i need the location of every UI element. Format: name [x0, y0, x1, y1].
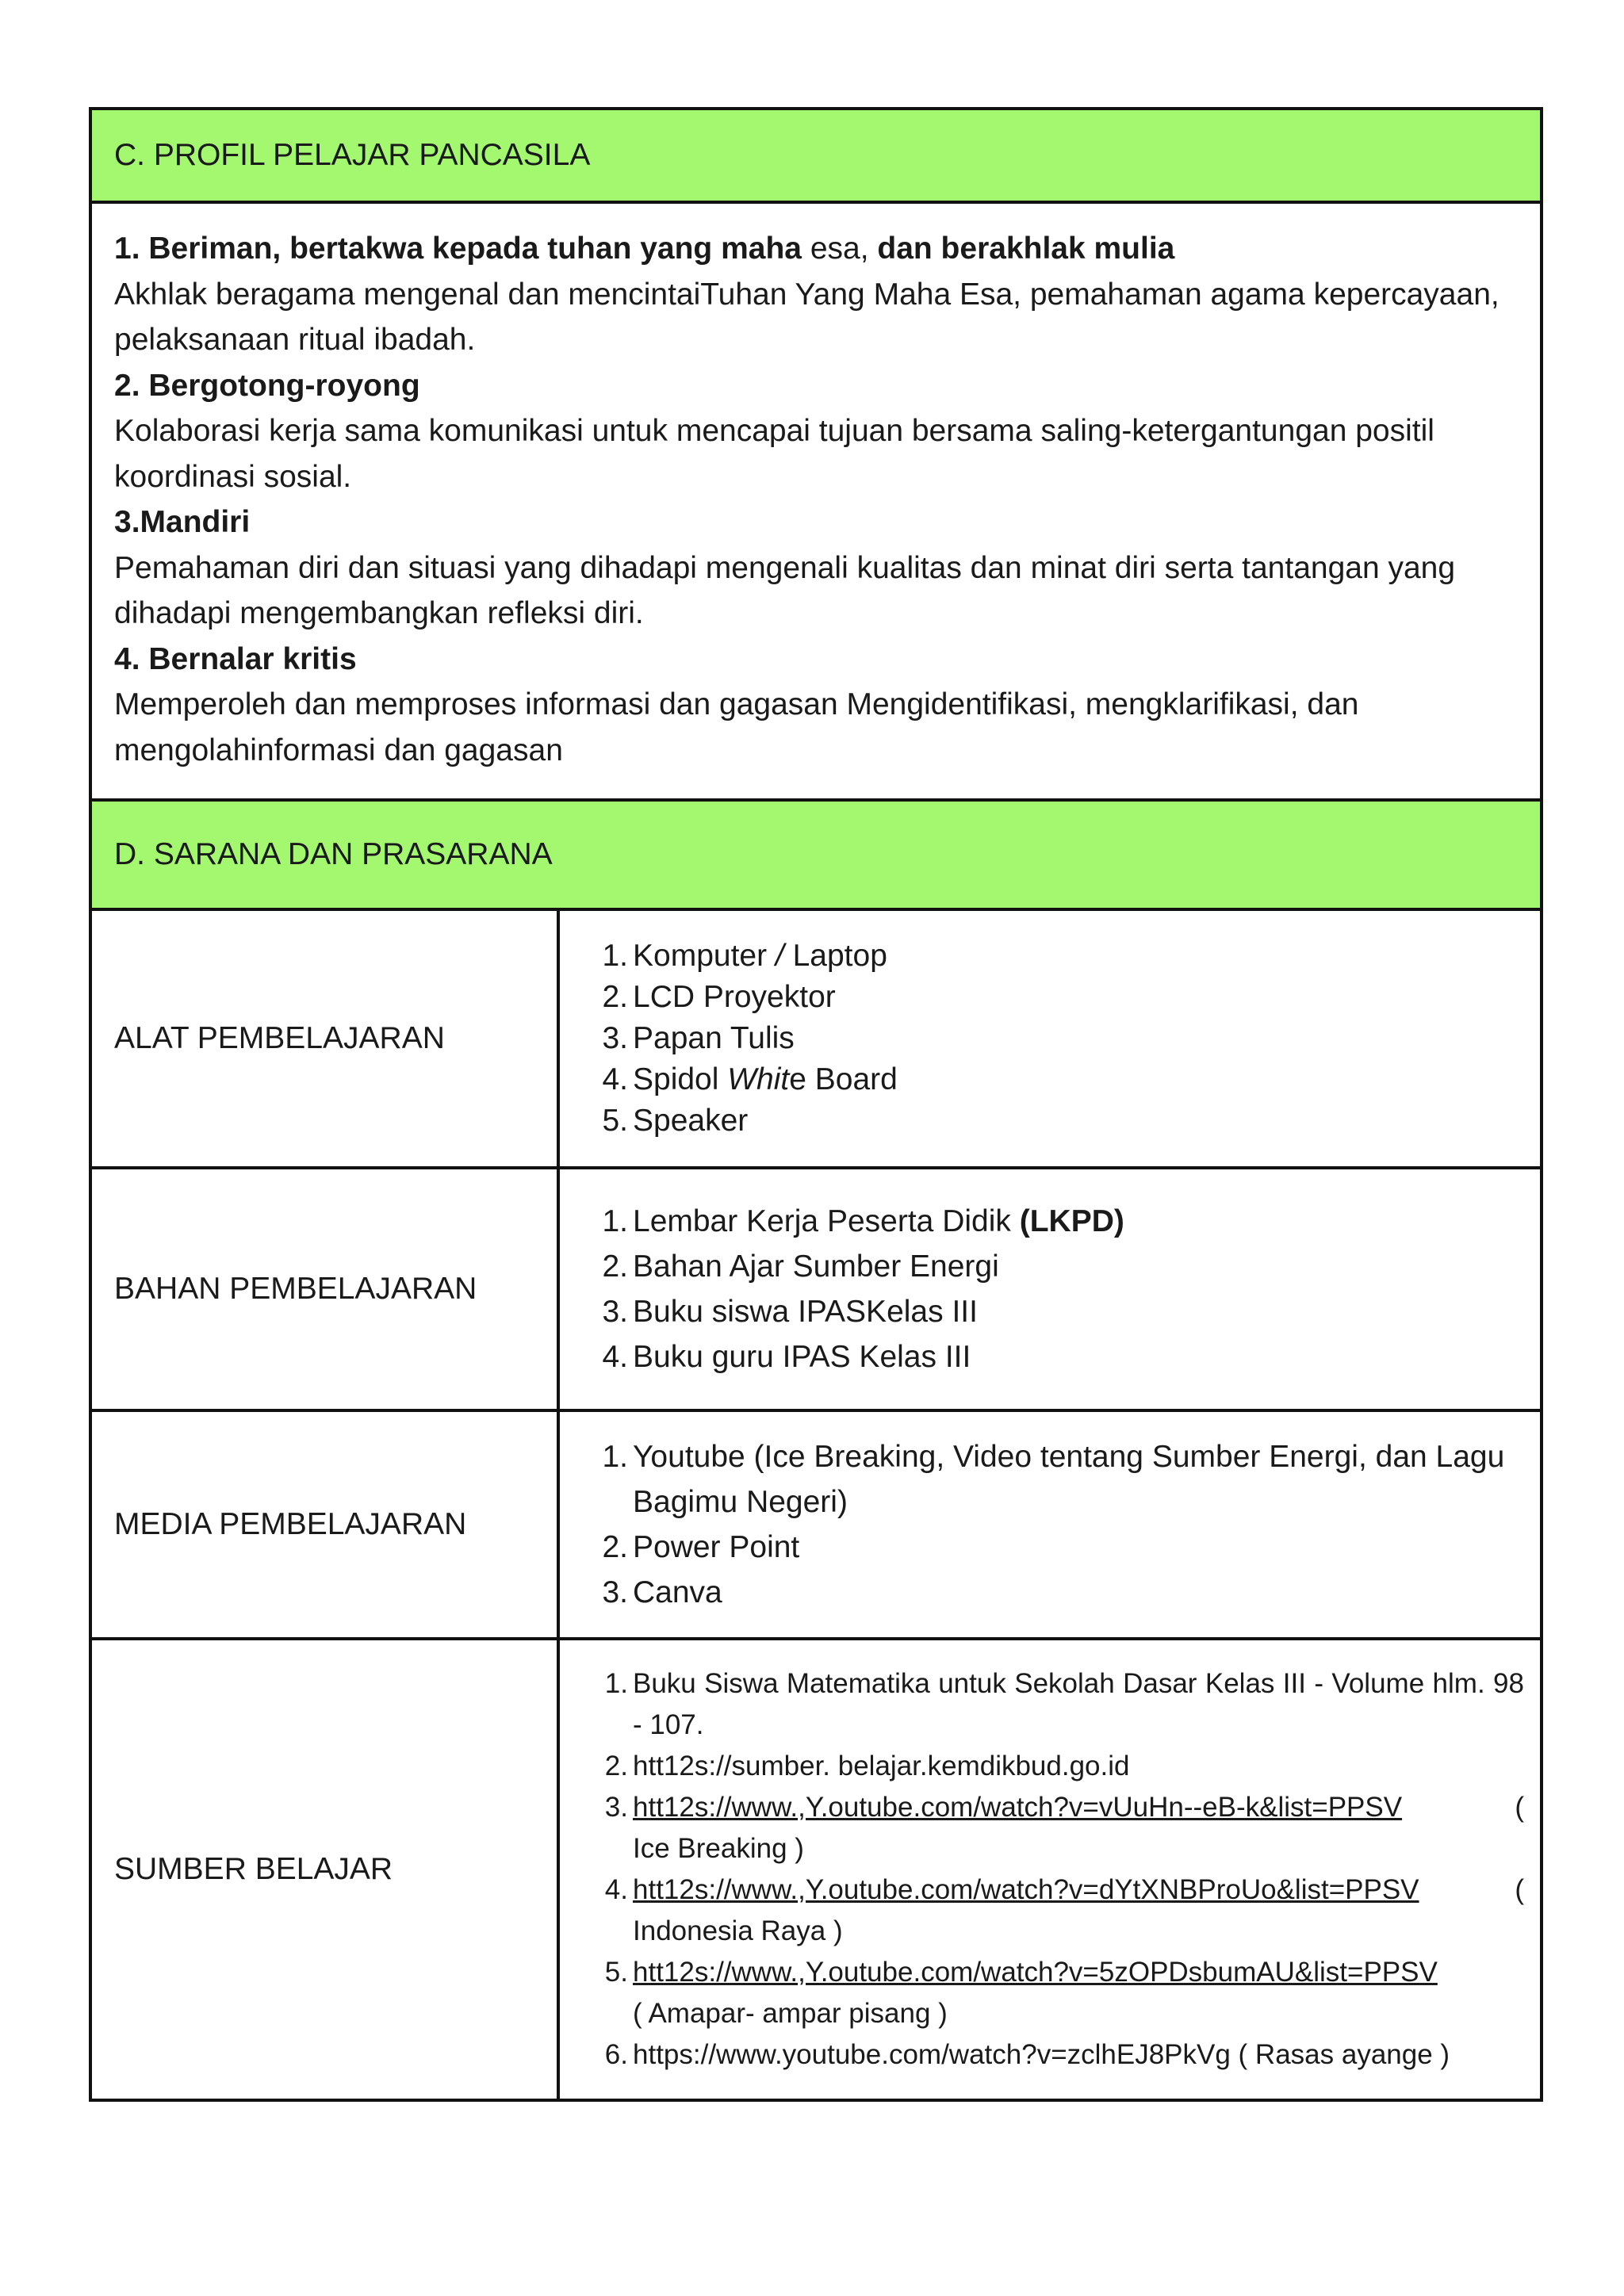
list-item: [598, 1334, 1524, 1380]
list-item: [598, 1746, 1524, 1787]
list-item: [598, 1199, 1524, 1244]
alat-label: ALAT PEMBELAJARAN: [92, 911, 560, 1166]
sumber-list: [598, 1663, 1524, 2076]
list-item: [598, 936, 1524, 977]
youtube-link[interactable]: htt12s://www.,Y.outube.com/watch?v=dYtXNBProUo&list=PPSV: [633, 1874, 1419, 1905]
list-number: 4.: [604, 1874, 628, 1905]
list-item: [598, 1869, 1524, 1952]
profil-item-title-part: esa,: [801, 232, 869, 266]
media-list: [598, 1434, 1524, 1615]
list-text-part: /: [775, 939, 784, 973]
bahan-list: [598, 1199, 1524, 1380]
sumber-content: [560, 1640, 1540, 2099]
profil-section-header: [92, 110, 1540, 204]
profil-item-title-part: dan berakhlak mulia: [868, 232, 1175, 266]
list-number: 4.: [602, 1340, 628, 1374]
link-line: [633, 1869, 1524, 1911]
list-text-part: (: [1515, 1874, 1524, 1905]
profil-section-body: [92, 204, 1540, 802]
list-text: Canva: [633, 1575, 722, 1609]
link-line: [633, 1952, 1524, 1993]
list-text-part: Indonesia Raya ): [633, 1915, 843, 1946]
list-text: [633, 1787, 1524, 1869]
youtube-link[interactable]: htt12s://www.,Y.outube.com/watch?v=vUuHn--eB-k&list=PPSV: [633, 1792, 1403, 1823]
list-number: 3.: [602, 1295, 628, 1329]
profil-item-desc: Kolaborasi kerja sama komunikasi untuk mencapai tujuan bersama saling-ketergantungan positil koordinasi sosial.: [114, 414, 1434, 494]
list-item: [598, 1663, 1524, 1746]
list-number: 2.: [602, 1249, 628, 1284]
sarana-section-header: [92, 802, 1540, 911]
list-item: [598, 1570, 1524, 1615]
list-number: 2.: [602, 1530, 628, 1564]
lesson-plan-table: [89, 107, 1543, 2102]
profil-item-title: 4. Bernalar kritis: [114, 641, 357, 676]
list-number: 1.: [604, 1668, 628, 1699]
list-item: [598, 1289, 1524, 1334]
list-text: [633, 936, 1524, 977]
list-number: 5.: [602, 1104, 628, 1138]
profil-item-desc: Memperoleh dan memproses informasi dan gagasan Mengidentifikasi, mengklarifikasi, dan mengolahinformasi dan gagasan: [114, 687, 1359, 767]
list-number: 3.: [602, 1575, 628, 1609]
sumber-row: [92, 1640, 1540, 2099]
profil-item-title-part: 1. Beriman, bertakwa kepada tuhan yang maha: [114, 232, 802, 266]
list-text: LCD Proyektor: [633, 980, 836, 1014]
list-item: [598, 977, 1524, 1018]
profil-header-text: C. PROFIL PELAJAR PANCASILA: [114, 138, 591, 172]
youtube-link[interactable]: htt12s://www.,Y.outube.com/watch?v=5zOPDsbumAU&list=PPSV: [633, 1957, 1438, 1988]
list-number: 5.: [604, 1957, 628, 1988]
profil-item-desc: Akhlak beragama mengenal dan mencintaiTuhan Yang Maha Esa, pemahaman agama kepercayaan, pelaksanaan ritual ibadah.: [114, 277, 1500, 357]
list-text: Buku guru IPAS Kelas III: [633, 1340, 971, 1374]
alat-list: [598, 936, 1524, 1142]
list-number: 3.: [602, 1021, 628, 1055]
list-text: Bahan Ajar Sumber Energi: [633, 1249, 999, 1284]
list-item: [598, 2034, 1524, 2076]
list-number: 1.: [602, 939, 628, 973]
list-number: 2.: [602, 980, 628, 1014]
list-text: [633, 1869, 1524, 1952]
list-text-part: ( Amapar- ampar pisang ): [633, 1998, 948, 2029]
list-text-part: Komputer: [633, 939, 776, 973]
list-text-part: Spidol: [633, 1062, 728, 1096]
list-text: Buku siswa IPASKelas III: [633, 1295, 978, 1329]
sarana-header-text: D. SARANA DAN PRASARANA: [114, 837, 553, 871]
alat-row: [92, 911, 1540, 1169]
list-text: [633, 1952, 1524, 2034]
list-text: htt12s://sumber. belajar.kemdikbud.go.id: [633, 1751, 1130, 1781]
alat-content: [560, 911, 1540, 1166]
list-text-part: Laptop: [783, 939, 887, 973]
bahan-label: BAHAN PEMBELAJARAN: [92, 1169, 560, 1409]
list-item: [598, 1100, 1524, 1142]
list-text: Speaker: [633, 1104, 749, 1138]
list-item: [598, 1059, 1524, 1100]
media-row: [92, 1412, 1540, 1640]
profil-item-desc: Pemahaman diri dan situasi yang dihadapi mengenali kualitas dan minat diri serta tantangan yang dihadapi mengembangkan refleksi diri.: [114, 550, 1456, 630]
bahan-row: [92, 1169, 1540, 1412]
profil-item-title: 2. Bergotong-royong: [114, 368, 420, 403]
list-text: [633, 1059, 1524, 1100]
list-number: 3.: [604, 1792, 628, 1823]
list-number: 1.: [602, 1440, 628, 1474]
media-label: MEDIA PEMBELAJARAN: [92, 1412, 560, 1637]
list-text-part: (LKPD): [1019, 1204, 1124, 1238]
list-text: Youtube (Ice Breaking, Video tentang Sumber Energi, dan Lagu Bagimu Negeri): [633, 1440, 1505, 1519]
list-text: Papan Tulis: [633, 1021, 795, 1055]
media-content: [560, 1412, 1540, 1637]
profil-item-title: [114, 226, 1518, 272]
list-item: [598, 1952, 1524, 2034]
list-item: [598, 1787, 1524, 1869]
list-number: 6.: [604, 2039, 628, 2070]
list-text: https://www.youtube.com/watch?v=zclhEJ8PkVg ( Rasas ayange ): [633, 2039, 1450, 2070]
list-text-part: Whit: [727, 1062, 790, 1096]
list-text-part: e Board: [789, 1062, 898, 1096]
list-text: [633, 1199, 1524, 1244]
list-text-part: (: [1515, 1792, 1524, 1823]
list-item: [598, 1525, 1524, 1570]
link-line: [633, 1787, 1524, 1828]
list-item: [598, 1244, 1524, 1289]
list-item: [598, 1018, 1524, 1059]
list-number: 1.: [602, 1204, 628, 1238]
bahan-content: [560, 1169, 1540, 1409]
list-text-part: Lembar Kerja Peserta Didik: [633, 1204, 1020, 1238]
list-number: 4.: [602, 1062, 628, 1096]
list-item: [598, 1434, 1524, 1525]
list-text: Power Point: [633, 1530, 800, 1564]
profil-item-title: 3.Mandiri: [114, 505, 251, 539]
list-text: Buku Siswa Matematika untuk Sekolah Dasar Kelas III - Volume hlm. 98 - 107.: [633, 1668, 1524, 1740]
list-text-part: Ice Breaking ): [633, 1833, 804, 1864]
sumber-label: SUMBER BELAJAR: [92, 1640, 560, 2099]
list-number: 2.: [604, 1751, 628, 1781]
